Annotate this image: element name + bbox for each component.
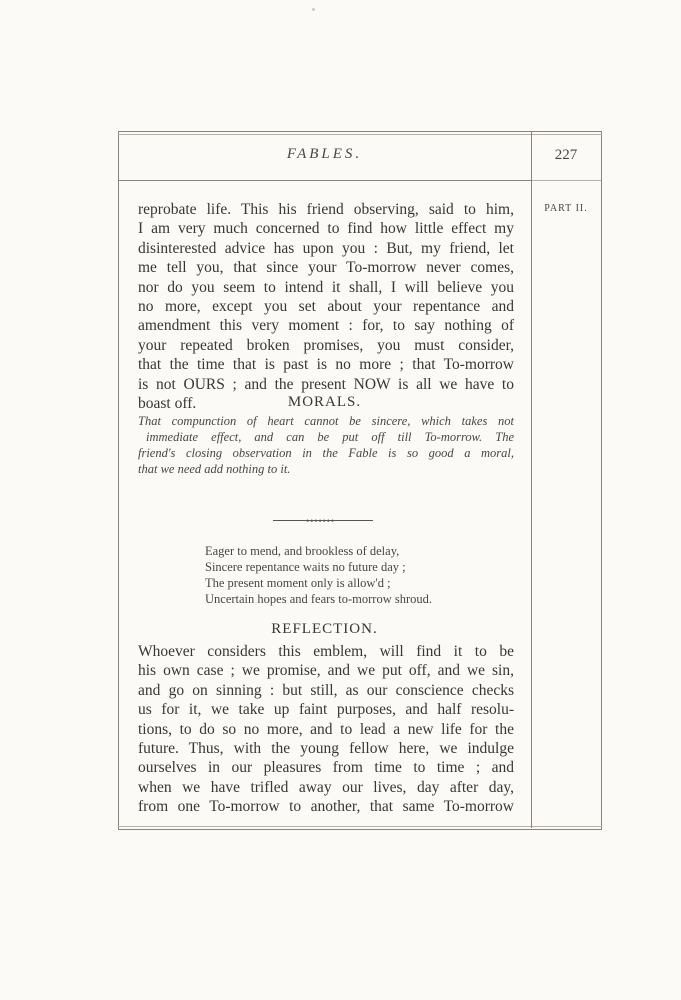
frame-rule-bottom bbox=[118, 826, 602, 827]
text-line: me tell you, that since your To-morrow never comes, bbox=[138, 259, 514, 277]
ornamental-rule-dots: ••••••• bbox=[306, 516, 336, 526]
paper-speck bbox=[312, 8, 315, 11]
text-line: ourselves in our pleasures from time to time ; and bbox=[138, 759, 514, 777]
verse-line: The present moment only is allow'd ; bbox=[205, 576, 391, 590]
text-line: from one To-morrow to another, that same To-morrow bbox=[138, 798, 514, 816]
verse-line: Uncertain hopes and fears to-morrow shroud. bbox=[205, 592, 433, 606]
text-line: boast off. bbox=[138, 395, 197, 413]
morals-line: friend's closing observation in the Fable is so good a moral, bbox=[138, 446, 514, 460]
text-line: that the time that is past is no more ; that To-morrow bbox=[138, 356, 514, 374]
text-line: us for it, we take up faint purposes, and half resolu- bbox=[138, 701, 514, 719]
text-line: Whoever considers this emblem, will find it to be bbox=[138, 643, 514, 660]
margin-column-rule bbox=[531, 131, 532, 828]
text-line: tions, to do so no more, and to lead a new life for the bbox=[138, 720, 514, 738]
page-number: 227 bbox=[554, 147, 578, 163]
reflection-text bbox=[138, 642, 514, 817]
text-line: your repeated broken promises, you must consider, bbox=[138, 336, 514, 354]
reflection-heading: REFLECTION. bbox=[271, 621, 378, 637]
morals-line: that we need add nothing to it. bbox=[138, 462, 291, 476]
text-line: and go on sinning : but still, as our conscience checks bbox=[138, 681, 514, 699]
text-line: nor do you seem to intend it shall, I will believe you bbox=[138, 278, 514, 296]
text-line: no more, except you set about your repentance and bbox=[138, 298, 514, 316]
text-line: future. Thus, with the young fellow here, we indulge bbox=[138, 740, 514, 758]
header-rule bbox=[118, 180, 531, 181]
verse bbox=[205, 543, 432, 607]
verse-line: Sincere repentance waits no future day ; bbox=[205, 560, 406, 574]
morals-line: That compunction of heart cannot be sincere, which takes not bbox=[138, 414, 514, 428]
morals-line: immediate effect, and can be put off till To-morrow. The bbox=[146, 430, 514, 444]
morals-text bbox=[138, 413, 514, 477]
verse-line: Eager to mend, and brookless of delay, bbox=[205, 544, 400, 558]
body-text-top bbox=[138, 200, 514, 413]
text-line: is not OURS ; and the present NOW is all we have to bbox=[138, 375, 514, 393]
running-head: FABLES. bbox=[286, 146, 363, 162]
frame-rule-top bbox=[118, 134, 602, 135]
text-line: his own case ; we promise, and we put off, and we sin, bbox=[138, 662, 514, 680]
text-line: I am very much concerned to find how little effect my bbox=[138, 220, 514, 238]
text-line: disinterested advice has upon you : But, my friend, let bbox=[138, 239, 514, 257]
margin-note: PART II. bbox=[544, 203, 588, 214]
text-line: when we have trifled away our lives, day after day, bbox=[138, 778, 514, 796]
text-line: amendment this very moment : for, to say nothing of bbox=[138, 317, 514, 335]
morals-heading: MORALS. bbox=[287, 394, 362, 410]
header-rule-margin bbox=[531, 180, 601, 181]
text-line: reprobate life. This his friend observing, said to him, bbox=[138, 201, 514, 218]
